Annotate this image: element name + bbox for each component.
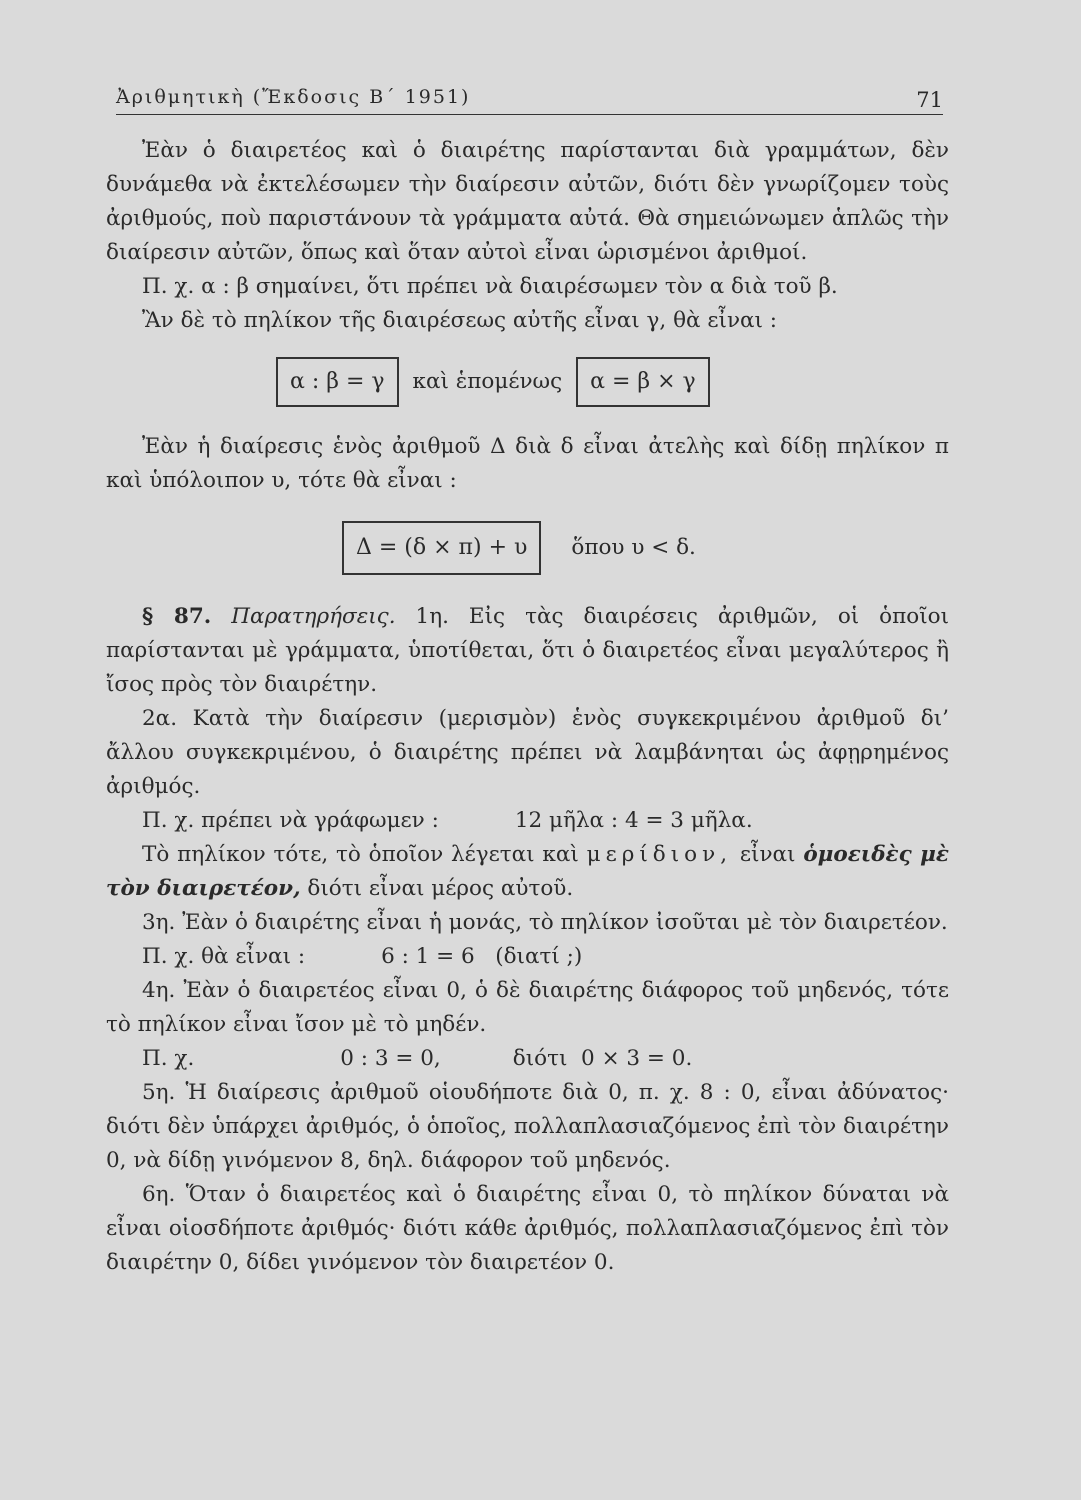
spaced-term: μερίδιον, <box>586 842 733 867</box>
example-formula: 12 μῆλα : 4 = 3 μῆλα. <box>514 808 753 833</box>
note-3-example <box>106 940 949 974</box>
formula-box-quotient: α : β = γ <box>276 357 399 407</box>
remainder-condition: ὅπου υ < δ. <box>571 535 696 560</box>
book-title: Ἀριθμητικὴ (Ἔκδοσις Β΄ 1951) <box>116 86 471 108</box>
example-reason: διότι 0 × 3 = 0. <box>512 1046 693 1071</box>
note-1: 1η. Εἰς τὰς διαιρέσεις ἀριθμῶν, οἱ ὁποῖοι παρίστανται μὲ γράμματα, ὑποτίθεται, ὅτι ὁ διαιρετέος εἶναι μεγαλύτερος ἢ ἴσος πρὸς τὸν διαιρέτην. <box>106 604 950 697</box>
example-label: Π. χ. θὰ εἶναι : <box>142 944 306 969</box>
section-87 <box>106 600 949 702</box>
note-4-example <box>106 1042 949 1076</box>
formula-box-product: α = β × γ <box>576 357 710 407</box>
example-formula: 6 : 1 = 6 (διατί ;) <box>381 944 583 969</box>
section-title: Παρατηρήσεις. <box>231 604 396 629</box>
section-number: § 87. <box>142 604 212 629</box>
note-5: 5η. Ἡ διαίρεσις ἀριθμοῦ οἱουδήποτε διὰ 0, π. χ. 8 : 0, εἶναι ἀδύνατος· διότι δὲν ὑπάρχει ἀριθμός, ὁ ὁποῖος, πολλαπλασιαζόμενος ἐπὶ τὸν διαιρέτην 0, νὰ δίδῃ γινόμενον 8, δηλ. διάφορον τοῦ μηδενός. <box>106 1080 949 1173</box>
formula-box-remainder: Δ = (δ × π) + υ <box>342 521 541 575</box>
running-header <box>116 74 943 115</box>
text-run: διότι εἶναι μέρος αὐτοῦ. <box>307 876 574 901</box>
quotient-intro: Ἂν δὲ τὸ πηλίκον τῆς διαιρέσεως αὐτῆς εἶναι γ, θὰ εἶναι : <box>142 308 778 333</box>
example-notation: Π. χ. α : β σημαίνει, ὅτι πρέπει νὰ διαιρέσωμεν τὸν α διὰ τοῦ β. <box>142 274 838 299</box>
note-6: 6η. Ὅταν ὁ διαιρετέος καὶ ὁ διαιρέτης εἶναι 0, τὸ πηλίκον δύναται νὰ εἶναι οἱοσδήποτε ἀριθμός· διότι κάθε ἀριθμός, πολλαπλασιαζόμενος ἐπὶ τὸν διαιρέτην 0, δίδει γινόμενον τὸν διαιρετέον 0. <box>106 1182 949 1275</box>
emphasized-term: ὁμοειδὲς μὲ τὸν διαιρετέον, <box>106 842 949 901</box>
paragraph-inexact-division: Ἐὰν ἡ διαίρεσις ἑνὸς ἀριθμοῦ Δ διὰ δ εἶναι ἀτελὴς καὶ δίδῃ πηλίκον π καὶ ὑπόλοιπον υ, τότε θὰ εἶναι : <box>106 434 949 493</box>
text-run: εἶναι <box>739 842 796 867</box>
example-label: Π. χ. πρέπει νὰ γράφωμεν : <box>142 808 439 833</box>
page-number: 71 <box>916 88 943 112</box>
note-4: 4η. Ἐὰν ὁ διαιρετέος εἶναι 0, ὁ δὲ διαιρέτης διάφορος τοῦ μηδενός, τότε τὸ πηλίκον εἶναι ἴσον μὲ τὸ μηδέν. <box>106 978 949 1037</box>
note-2: 2α. Κατὰ τὴν διαίρεσιν (μερισμὸν) ἑνὸς συγκεκριμένου ἀριθμοῦ δι’ ἄλλου συγκεκριμένου, ὁ διαιρέτης πρέπει νὰ λαμβάνηται ὡς ἀφῃρημένος ἀριθμός. <box>106 706 949 799</box>
note-3: 3η. Ἐὰν ὁ διαιρέτης εἶναι ἡ μονάς, τὸ πηλίκον ἰσοῦται μὲ τὸν διαιρετέον. <box>142 910 948 935</box>
paragraph-letters-division: Ἐὰν ὁ διαιρετέος καὶ ὁ διαιρέτης παρίστανται διὰ γραμμάτων, δὲν δυνάμεθα νὰ ἐκτελέσωμεν τὴν διαίρεσιν αὐτῶν, διότι δὲν γνωρίζομεν τοὺς ἀριθμούς, ποὺ παριστάνουν τὰ γράμματα αὐτά. Θὰ σημειώνωμεν ἁπλῶς τὴν διαίρεσιν αὐτῶν, ὅπως καὶ ὅταν αὐτοὶ εἶναι ὡρισμένοι ἀριθμοί. <box>106 138 949 265</box>
formula-connector: καὶ ἑπομένως <box>412 369 563 394</box>
formula-row-exact <box>106 346 949 418</box>
note-2-example <box>106 804 949 838</box>
formula-row-remainder <box>106 512 949 584</box>
example-formula: 0 : 3 = 0, <box>340 1046 441 1071</box>
example-label: Π. χ. <box>142 1046 195 1071</box>
note-2-continued <box>106 838 949 906</box>
text-run: Τὸ πηλίκον τότε, τὸ ὁποῖον λέγεται καὶ <box>142 842 579 867</box>
page-body <box>106 134 949 1280</box>
